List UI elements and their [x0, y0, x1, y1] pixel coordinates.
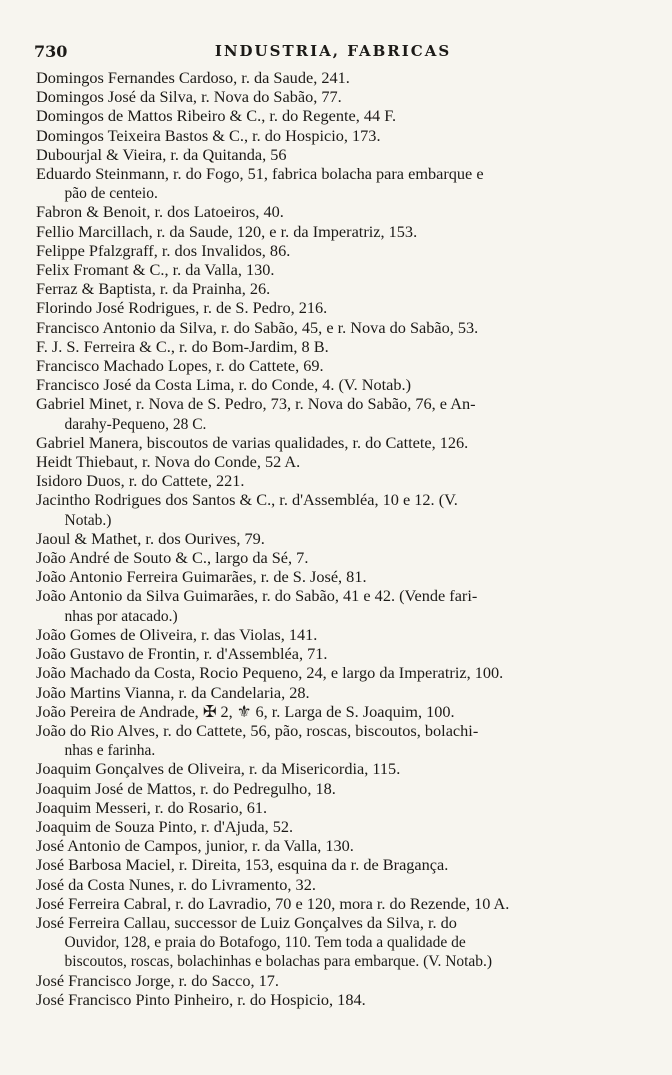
- directory-entry: [36, 260, 644, 279]
- entry-line: João Pereira de Andrade, ✠ 2, ⚜ 6, r. Larga de S. Joaquim, 100.: [36, 701, 455, 721]
- directory-entry: [36, 433, 644, 452]
- directory-entry: [36, 702, 644, 721]
- entry-line: João Antonio Ferreira Guimarães, r. de S. José, 81.: [36, 567, 367, 587]
- directory-entry: [36, 318, 644, 337]
- entry-line: Joaquim Messeri, r. do Rosario, 61.: [36, 797, 268, 817]
- directory-entry: [36, 548, 644, 567]
- directory-entry: [36, 106, 644, 125]
- directory-entry: [36, 567, 644, 586]
- entry-line: Felix Fromant & C., r. da Valla, 130.: [36, 260, 275, 280]
- entry-line: João Gomes de Oliveira, r. das Violas, 141.: [36, 624, 318, 644]
- entry-continuation-line: pão de centeio.: [64, 183, 158, 203]
- entry-line: F. J. S. Ferreira & C., r. do Bom-Jardim, 8 B.: [36, 336, 329, 356]
- directory-entry: [36, 663, 644, 682]
- entry-line: João Antonio da Silva Guimarães, r. do Sabão, 41 e 42. (Vende fari-: [36, 586, 478, 606]
- entry-line: Ferraz & Baptista, r. da Prainha, 26.: [36, 279, 271, 299]
- entry-line: João André de Souto & C., largo da Sé, 7.: [36, 548, 309, 568]
- directory-entry: [36, 356, 644, 375]
- entry-line: Domingos Teixeira Bastos & C., r. do Hospicio, 173.: [36, 125, 381, 145]
- directory-entry: [36, 971, 644, 990]
- entry-line: Fabron & Benoit, r. dos Latoeiros, 40.: [36, 202, 284, 222]
- directory-entry: [36, 875, 644, 894]
- entry-line: Francisco José da Costa Lima, r. do Conde, 4. (V. Notab.): [36, 375, 412, 395]
- directory-entry: [36, 625, 644, 644]
- directory-entry: [36, 241, 644, 260]
- entry-line: Isidoro Duos, r. do Cattete, 221.: [36, 471, 245, 491]
- entry-line: João do Rio Alves, r. do Cattete, 56, pão, roscas, biscoutos, bolachi-: [36, 720, 479, 740]
- entry-line: Gabriel Manera, biscoutos de varias qualidades, r. do Cattete, 126.: [36, 432, 469, 452]
- page-header: [34, 40, 632, 64]
- entry-line: José Ferreira Cabral, r. do Lavradio, 70 e 120, mora r. do Rezende, 10 A.: [36, 893, 510, 913]
- entry-line: José Barbosa Maciel, r. Direita, 153, esquina da r. de Bragança.: [36, 855, 449, 875]
- entry-line: José Francisco Jorge, r. do Sacco, 17.: [36, 970, 279, 990]
- entry-line: José Francisco Pinto Pinheiro, r. do Hospicio, 184.: [36, 989, 366, 1009]
- directory-entry: [36, 337, 644, 356]
- entry-continuation-line: darahy-Pequeno, 28 C.: [64, 413, 207, 433]
- directory-entry: [36, 126, 644, 145]
- entry-line: Felippe Pfalzgraff, r. dos Invalidos, 86.: [36, 240, 291, 260]
- entry-continuation-line: nhas e farinha.: [64, 740, 156, 760]
- directory-entry: [36, 145, 644, 164]
- entry-line: Fellio Marcillach, r. da Saude, 120, e r. da Imperatriz, 153.: [36, 221, 418, 241]
- running-title: INDUSTRIA, FABRICAS: [214, 42, 452, 60]
- directory-entry: [36, 644, 644, 663]
- entry-line: Jacintho Rodrigues dos Santos & C., r. d'Assembléa, 10 e 12. (V.: [36, 490, 458, 510]
- directory-entry: [36, 222, 644, 241]
- entry-line: Joaquim de Souza Pinto, r. d'Ajuda, 52.: [36, 816, 294, 836]
- directory-entry: [36, 529, 644, 548]
- entry-line: Domingos Fernandes Cardoso, r. da Saude, 241.: [36, 68, 350, 87]
- directory-entry: [36, 375, 644, 394]
- entry-line: Francisco Machado Lopes, r. do Cattete, 69.: [36, 356, 324, 376]
- directory-entry: [36, 683, 644, 702]
- entry-list: [36, 68, 644, 1009]
- entry-line: José da Costa Nunes, r. do Livramento, 32.: [36, 874, 316, 894]
- directory-entry: [36, 164, 644, 202]
- directory-entry: [36, 68, 644, 87]
- directory-entry: [36, 817, 644, 836]
- entry-line: Domingos José da Silva, r. Nova do Sabão, 77.: [36, 87, 342, 107]
- directory-entry: [36, 202, 644, 221]
- directory-entry: [36, 894, 644, 913]
- directory-entry: [36, 836, 644, 855]
- directory-entry: [36, 798, 644, 817]
- directory-entry: [36, 298, 644, 317]
- entry-continuation-line: Ouvidor, 128, e praia do Botafogo, 110. Tem toda a qualidade de: [64, 932, 466, 952]
- directory-entry: [36, 855, 644, 874]
- entry-line: Jaoul & Mathet, r. dos Ourives, 79.: [36, 528, 265, 548]
- entry-line: João Martins Vianna, r. da Candelaria, 28.: [36, 682, 310, 702]
- directory-entry: [36, 913, 644, 971]
- entry-line: Dubourjal & Vieira, r. da Quitanda, 56: [36, 144, 287, 164]
- entry-line: Gabriel Minet, r. Nova de S. Pedro, 73, r. Nova do Sabão, 76, e An-: [36, 394, 476, 414]
- directory-entry: [36, 452, 644, 471]
- entry-line: Domingos de Mattos Ribeiro & C., r. do Regente, 44 F.: [36, 106, 397, 126]
- entry-line: Francisco Antonio da Silva, r. do Sabão, 45, e r. Nova do Sabão, 53.: [36, 317, 479, 337]
- entry-line: Heidt Thiebaut, r. Nova do Conde, 52 A.: [36, 452, 301, 472]
- directory-entry: [36, 759, 644, 778]
- entry-line: João Machado da Costa, Rocio Pequeno, 24, e largo da Imperatriz, 100.: [36, 663, 504, 683]
- entry-line: Florindo José Rodrigues, r. de S. Pedro, 216.: [36, 298, 328, 318]
- entry-continuation-line: Notab.): [64, 509, 112, 529]
- entry-continuation-line: nhas por atacado.): [64, 605, 178, 625]
- entry-line: Eduardo Steinmann, r. do Fogo, 51, fabrica bolacha para embarque e: [36, 164, 484, 184]
- directory-entry: [36, 721, 644, 759]
- entry-line: Joaquim José de Mattos, r. do Pedregulho, 18.: [36, 778, 336, 798]
- directory-entry: [36, 471, 644, 490]
- entry-line: José Antonio de Campos, junior, r. da Valla, 130.: [36, 836, 354, 856]
- directory-entry: [36, 779, 644, 798]
- directory-entry: [36, 586, 644, 624]
- directory-entry: [36, 990, 644, 1009]
- entry-line: Joaquim Gonçalves de Oliveira, r. da Misericordia, 115.: [36, 759, 401, 779]
- directory-entry: [36, 279, 644, 298]
- directory-entry: [36, 87, 644, 106]
- entry-line: João Gustavo de Frontin, r. d'Assembléa, 71.: [36, 644, 328, 664]
- directory-entry: [36, 490, 644, 528]
- entry-continuation-line: biscoutos, roscas, bolachinhas e bolachas para embarque. (V. Notab.): [64, 951, 493, 971]
- entry-line: José Ferreira Callau, successor de Luiz Gonçalves da Silva, r. do: [36, 912, 457, 932]
- page-number: 730: [34, 42, 68, 61]
- directory-entry: [36, 394, 644, 432]
